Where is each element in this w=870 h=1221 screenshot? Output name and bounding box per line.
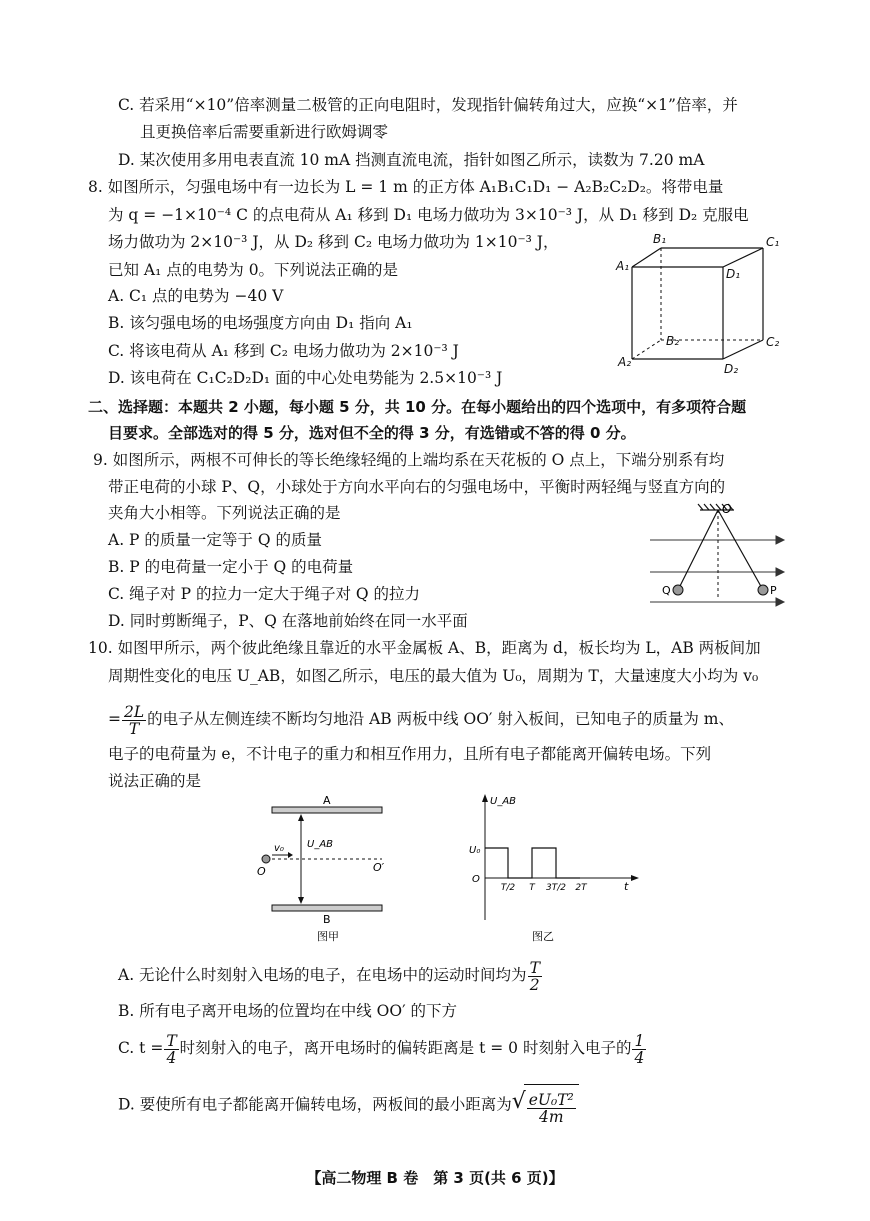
q9-option-d: D. 同时剪断绳子，P、Q 在落地前始终在同一水平面 [108, 612, 468, 630]
q9-stem-line3: 夹角大小相等。下列说法正确的是 [108, 504, 341, 522]
sqrt-expression: √ $\frac{\text{eU₀T²}}{4m}$ [512, 1084, 579, 1127]
q8-option-d: D. 该电荷在 C₁C₂D₂D₁ 面的中心处电势能为 2.5×10⁻³ J [108, 369, 503, 387]
label-o: O [722, 502, 732, 516]
q7-option-d: D. 某次使用多用电表直流 10 mA 挡测直流电流，指针如图乙所示，读数为 7.20 mA [118, 151, 705, 169]
tick-3t-half: 3T/2 [546, 883, 566, 893]
fraction-denominator: 4m [538, 1107, 564, 1126]
q10-stem-line2: 周期性变化的电压 U_AB，如图乙所示，电压的最大值为 U₀，周期为 T，大量速度大小均为 v₀ [108, 667, 759, 685]
q9-option-a: A. P 的质量一定等于 Q 的质量 [108, 531, 322, 549]
fraction-eu0t2-over-4m [527, 1092, 576, 1125]
q8-cube-figure [612, 228, 787, 376]
fraction-numerator: eU₀T² [528, 1090, 574, 1109]
label-p: P [770, 584, 777, 597]
option-c-text: 时刻射入的电子，离开电场时的偏转距离是 t = 0 时刻射入电子的 [179, 1039, 632, 1057]
v0-label: v₀ [274, 843, 284, 854]
option-a-text: A. 无论什么时刻射入电场的电子，在电场中的运动时间均为 [118, 966, 527, 984]
fraction-denominator: 4 [634, 1048, 645, 1067]
label-q: Q [662, 584, 671, 597]
q10-figure-jia [252, 795, 412, 945]
q9-pendulum-figure [648, 500, 788, 625]
fraction-t-over-4 [164, 1033, 178, 1066]
page-footer: 【高二物理 B 卷 第 3 页(共 6 页)】 [306, 1169, 564, 1187]
q10-option-d [118, 1084, 579, 1127]
label-c1: C₁ [766, 235, 780, 249]
u0-label: U₀ [469, 845, 481, 856]
tick-t-half: T/2 [500, 883, 516, 893]
fraction-denominator: 2 [529, 975, 540, 994]
label-d2: D₂ [724, 362, 739, 376]
q8-option-a: A. C₁ 点的电势为 −40 V [108, 287, 284, 305]
equals-sign: = [108, 710, 121, 728]
label-c2: C₂ [766, 335, 780, 349]
fraction-numerator: T [166, 1031, 177, 1050]
q8-option-c: C. 将该电荷从 A₁ 移到 C₂ 电场力做功为 2×10⁻³ J [108, 342, 459, 360]
q10-stem-line5: 说法正确的是 [108, 772, 202, 790]
q10-figure-yi [460, 790, 650, 945]
fraction-2l-over-t [122, 704, 146, 737]
q10-stem-line3 [108, 702, 734, 737]
origin-label: O [472, 874, 480, 885]
q10-option-b: B. 所有电子离开电场的位置均在中线 OO′ 的下方 [118, 1002, 458, 1020]
q8-option-b: B. 该匀强电场的电场强度方向由 D₁ 指向 A₁ [108, 314, 413, 332]
fraction-numerator: T [529, 958, 540, 977]
q9-stem-line1: 9. 如图所示，两根不可伸长的等长绝缘轻绳的上端均系在天花板的 O 点上，下端分别系有均 [93, 451, 725, 469]
fraction-denominator: T [128, 719, 140, 738]
tick-t: T [529, 883, 535, 893]
stem-line3-text: 的电子从左侧连续不断均匀地沿 AB 两板中线 OO′ 射入板间，已知电子的质量为 m、 [147, 710, 735, 728]
label-d1: D₁ [726, 267, 741, 281]
q10-option-c [118, 1031, 647, 1066]
option-d-text: D. 要使所有电子都能离开偏转电场，两板间的最小距离为 [118, 1095, 512, 1114]
fraction-numerator: 2L [124, 702, 145, 721]
q10-stem-line1: 10. 如图甲所示，两个彼此绝缘且靠近的水平金属板 A、B，距离为 d，板长均为 L，AB 两板间加 [88, 639, 761, 657]
label-a2: A₂ [618, 355, 632, 369]
section2-line1: 二、选择题：本题共 2 小题，每小题 5 分，共 10 分。在每小题给出的四个选项中，有多项符合题 [88, 398, 747, 416]
section2-line2: 目要求。全部选对的得 5 分，选对但不全的得 3 分，有选错或不答的得 0 分。 [108, 424, 636, 442]
fraction-numerator: 1 [634, 1031, 645, 1050]
o-label: O [257, 865, 266, 878]
fraction-denominator: 4 [166, 1048, 177, 1067]
option-c-prefix: C. t = [118, 1039, 164, 1057]
o-prime-label: O′ [373, 861, 385, 874]
q8-stem-line3: 场力做功为 2×10⁻³ J，从 D₂ 移到 C₂ 电场力做功为 1×10⁻³ J， [108, 233, 559, 251]
x-axis-label: t [624, 880, 629, 893]
q10-option-a [118, 958, 543, 993]
plate-a-label: A [323, 795, 331, 807]
fraction-1-over-4 [632, 1033, 646, 1066]
q8-stem-line1: 8. 如图所示，匀强电场中有一边长为 L = 1 m 的正方体 A₁B₁C₁D₁ − A₂B₂C₂D₂。将带电量 [88, 178, 724, 196]
q9-option-c: C. 绳子对 P 的拉力一定大于绳子对 Q 的拉力 [108, 585, 421, 603]
caption-jia: 图甲 [317, 930, 339, 943]
label-b2: B₂ [666, 334, 680, 348]
fraction-t-over-2 [528, 960, 542, 993]
caption-yi: 图乙 [532, 930, 554, 943]
q8-stem-line4: 已知 A₁ 点的电势为 0。下列说法正确的是 [108, 261, 399, 279]
q8-stem-line2: 为 q = −1×10⁻⁴ C 的点电荷从 A₁ 移到 D₁ 电场力做功为 3×10⁻³ J，从 D₁ 移到 D₂ 克服电 [108, 206, 749, 224]
y-axis-label: U_AB [490, 796, 517, 807]
q9-option-b: B. P 的电荷量一定小于 Q 的电荷量 [108, 558, 354, 576]
label-a1: A₁ [616, 259, 630, 273]
uab-label: U_AB [307, 839, 334, 850]
q10-stem-line4: 电子的电荷量为 e，不计电子的重力和相互作用力，且所有电子都能离开偏转电场。下列 [108, 745, 712, 763]
tick-2t: 2T [575, 883, 587, 893]
q9-stem-line2: 带正电荷的小球 P、Q，小球处于方向水平向右的匀强电场中，平衡时两轻绳与竖直方向的 [108, 478, 726, 496]
plate-b-label: B [323, 913, 331, 926]
q7-option-c-line2: 且更换倍率后需要重新进行欧姆调零 [140, 123, 389, 141]
q7-option-c-line1: C. 若采用“×10”倍率测量二极管的正向电阻时，发现指针偏转角过大，应换“×1”倍率，并 [118, 96, 738, 114]
label-b1: B₁ [653, 232, 667, 246]
